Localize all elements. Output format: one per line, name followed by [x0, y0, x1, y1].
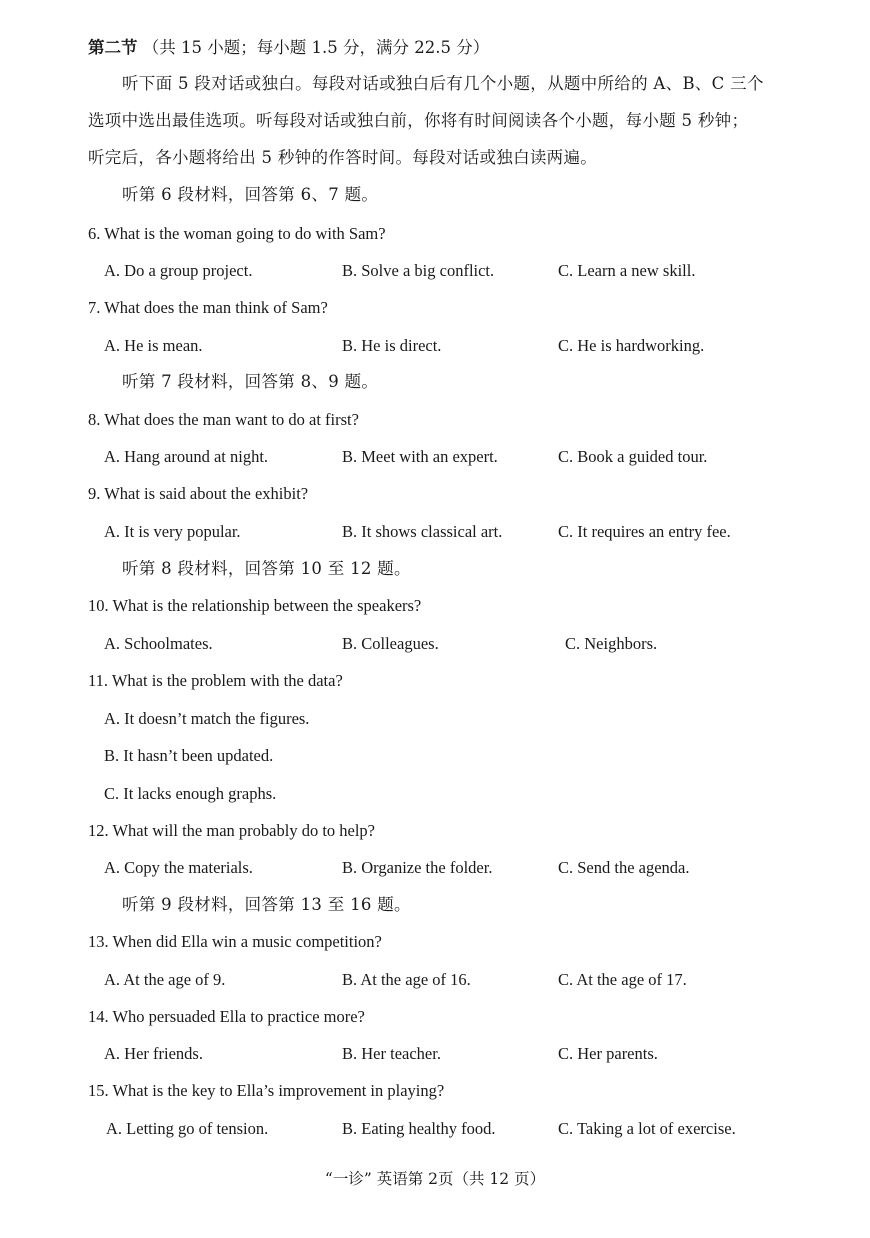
- option-b: B. Her teacher.: [342, 1044, 441, 1063]
- option-c: C. Learn a new skill.: [558, 261, 696, 280]
- question-stem: 10. What is the relationship between the speakers?: [88, 596, 422, 615]
- option-a: A. Do a group project.: [104, 261, 253, 280]
- option-a: A. Her friends.: [104, 1044, 203, 1063]
- option-a: A. Letting go of tension.: [106, 1119, 269, 1138]
- option-a: A. Schoolmates.: [104, 634, 213, 653]
- instruction-line-2: 选项中选出最佳选项。听每段对话或独白前，你将有时间阅读各个小题，每小题 5 秒钟；: [88, 111, 749, 130]
- material-heading: 听第 8 段材料，回答第 10 至 12 题。: [122, 559, 411, 578]
- instruction-line-3: 听完后，各小题将给出 5 秒钟的作答时间。每段对话或独白读两遍。: [88, 148, 598, 167]
- option-c: C. Her parents.: [558, 1044, 658, 1063]
- question-stem: 8. What does the man want to do at first?: [88, 410, 359, 429]
- section-heading: [88, 40, 489, 57]
- option-a: A. It doesn’t match the figures.: [104, 709, 310, 728]
- option-a: A. It is very popular.: [104, 522, 241, 541]
- option-b: B. Solve a big conflict.: [342, 261, 495, 280]
- option-b: B. At the age of 16.: [342, 970, 471, 989]
- section-scoring: （共 15 小题；每小题 1.5 分，满分 22.5 分）: [142, 38, 490, 57]
- material-heading: 听第 9 段材料，回答第 13 至 16 题。: [122, 895, 411, 914]
- option-a: A. He is mean.: [104, 336, 203, 355]
- question-stem: 15. What is the key to Ella’s improvement in playing?: [88, 1081, 445, 1100]
- question-stem: 13. When did Ella win a music competition?: [88, 932, 382, 951]
- option-b: B. It hasn’t been updated.: [104, 746, 274, 765]
- question-stem: 7. What does the man think of Sam?: [88, 298, 328, 317]
- option-b: B. He is direct.: [342, 336, 442, 355]
- option-a: A. Hang around at night.: [104, 447, 269, 466]
- option-c: C. Taking a lot of exercise.: [558, 1119, 736, 1138]
- option-b: B. Meet with an expert.: [342, 447, 498, 466]
- question-stem: 12. What will the man probably do to help?: [88, 821, 376, 840]
- question-stem: 9. What is said about the exhibit?: [88, 484, 309, 503]
- section-title: 第二节: [88, 38, 138, 57]
- question-stem: 11. What is the problem with the data?: [88, 671, 343, 690]
- option-b: B. Organize the folder.: [342, 858, 493, 877]
- instruction-line-1: 听下面 5 段对话或独白。每段对话或独白后有几个小题，从题中所给的 A、B、C 三个: [122, 74, 764, 93]
- option-a: A. Copy the materials.: [104, 858, 253, 877]
- option-c: C. It lacks enough graphs.: [104, 784, 277, 803]
- question-stem: 14. Who persuaded Ella to practice more?: [88, 1007, 365, 1026]
- material-heading: 听第 7 段材料，回答第 8、9 题。: [122, 372, 379, 391]
- option-c: C. Neighbors.: [565, 634, 658, 653]
- option-c: C. It requires an entry fee.: [558, 522, 731, 541]
- option-b: B. Eating healthy food.: [342, 1119, 496, 1138]
- option-c: C. At the age of 17.: [558, 970, 687, 989]
- page-footer: “一诊” 英语第 2页（共 12 页）: [324, 1170, 546, 1188]
- option-a: A. At the age of 9.: [104, 970, 226, 989]
- option-c: C. Book a guided tour.: [558, 447, 708, 466]
- material-heading: 听第 6 段材料，回答第 6、7 题。: [122, 185, 379, 204]
- question-stem: 6. What is the woman going to do with Sam?: [88, 224, 386, 243]
- option-b: B. It shows classical art.: [342, 522, 503, 541]
- option-c: C. He is hardworking.: [558, 336, 705, 355]
- option-b: B. Colleagues.: [342, 634, 439, 653]
- option-c: C. Send the agenda.: [558, 858, 690, 877]
